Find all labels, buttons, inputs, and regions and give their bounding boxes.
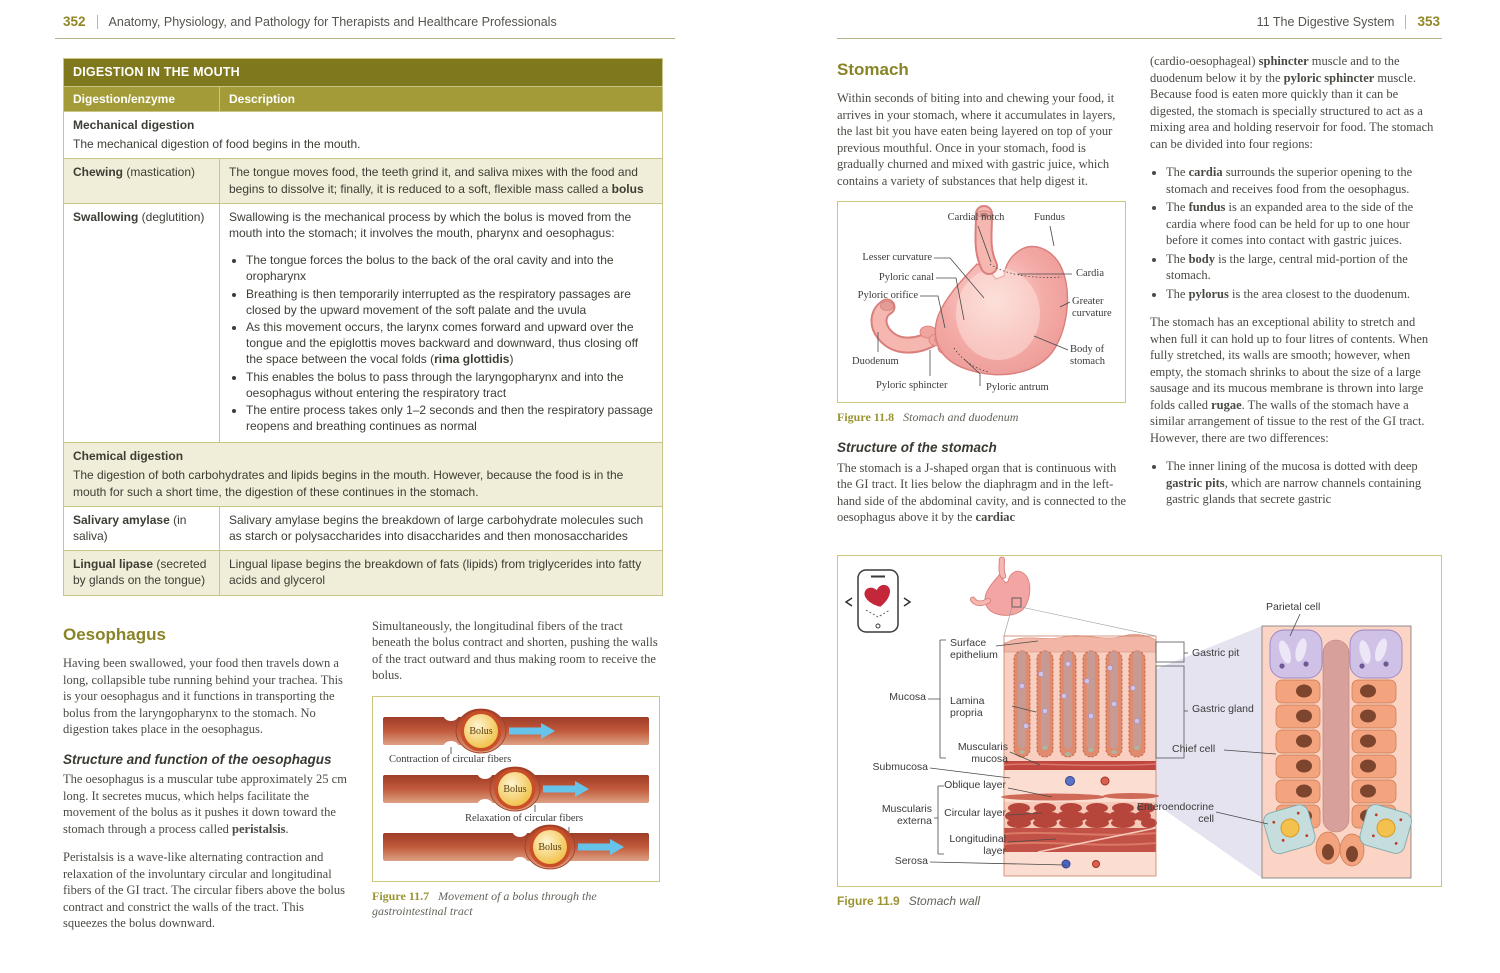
- structure-of-stomach-subheading: Structure of the stomach: [837, 440, 997, 456]
- bolus-label-2: Bolus: [503, 783, 527, 795]
- fig9-label-longitudinal-layer: Longitudinal layer: [949, 833, 1006, 857]
- figure-number: Figure 11.7: [372, 888, 430, 903]
- figure-11-7-caption: [372, 889, 660, 920]
- fig8-label-pyloric-antrum: Pyloric antrum: [986, 382, 1049, 394]
- left-page-columns: [55, 618, 675, 944]
- oesophagus-para-4: Simultaneously, the longitudinal fibers of the tract beneath the bolus contract and shorten, pushing the walls of the tract outward and thus making room to receive the bolus.: [372, 618, 658, 683]
- fig8-label-body-of-stomach: Body of stomach: [1070, 344, 1105, 368]
- stomach-para-2: The stomach is a J-shaped organ that is continuous with the GI tract. It lies below the diaphragm and in the left-hand side of the abdominal cavity, and is connected to the oesophagus above it by the cardiac: [837, 460, 1127, 525]
- oesophagus-column: [63, 618, 350, 944]
- page-right-header: [837, 0, 1442, 39]
- digestion-table: [63, 58, 663, 596]
- table-row: [64, 551, 663, 595]
- page-left-header: [55, 0, 675, 39]
- table-row: [64, 112, 663, 159]
- table-col-enzyme: Digestion/enzyme: [64, 86, 220, 111]
- fig8-label-cardia: Cardia: [1076, 268, 1104, 280]
- table-row: [64, 443, 663, 507]
- stomach-wall-cross-section: [1001, 634, 1159, 876]
- amylase-description: Salivary amylase begins the breakdown of large carbohydrate molecules such as starch or polysaccharides into disaccharides and then monosaccharides: [220, 506, 663, 550]
- chewing-description: The tongue moves food, the teeth grind it, and saliva mixes with the food and begins to dissolve it; finally, it is reduced to a soft, flexible mass called a bolus: [220, 159, 663, 203]
- oesophagus-subheading: Structure and function of the oesophagus: [63, 751, 332, 767]
- fig9-label-lamina-propria: Lamina propria: [950, 695, 985, 719]
- fig9-label-submucosa: Submucosa: [872, 761, 928, 773]
- fig8-label-pyloric-sphincter: Pyloric sphincter: [876, 380, 948, 392]
- table-title: DIGESTION IN THE MOUTH: [64, 59, 663, 87]
- bullet-item: • As this movement occurs, the larynx comes forward and upward over the tongue and the epiglottis moves backward and downward, thus closing off the space between the vocal folds (rima glottidis): [246, 319, 653, 368]
- figure-11-7: [372, 696, 660, 882]
- stomach-differences-list: [1150, 458, 1437, 508]
- fig9-label-muscularis-externa: Muscularis externa: [881, 803, 932, 827]
- bullet-item: • The pylorus is the area closest to the duodenum.: [1166, 286, 1437, 303]
- stomach-para-4: The stomach has an exceptional ability to stretch and when full it can hold up to four litres of contents. When fully stretched, its walls are smooth; however, when empty, the stomach shrinks to about the size of a large sausage and its mucous membrane is thrown into large folds called rugae. The walls of the stomach have a similar arrangement of tissue to the rest of the GI tract. However, there are two differences:: [1150, 315, 1429, 445]
- amylase-term: Salivary amylase (in saliva): [64, 506, 220, 550]
- fig8-label-pyloric-orifice: Pyloric orifice: [857, 290, 918, 302]
- bullet-item: • Breathing is then temporarily interrupted as the respiratory passages are closed by the upward movement of the soft palate and the uvula: [246, 286, 653, 318]
- table-row: [64, 159, 663, 203]
- bolus-label-3: Bolus: [538, 841, 562, 853]
- fig8-label-greater-curvature: Greater curvature: [1072, 296, 1112, 320]
- gastric-gland-enlarged-view: [1261, 626, 1413, 878]
- stomach-continuation-column: [1150, 53, 1437, 547]
- bullet-item: • The cardia surrounds the superior opening to the stomach and receives food from the oesophagus.: [1166, 164, 1437, 197]
- bullet-item: • This enables the bolus to pass through the laryngopharynx and into the oesophagus without entering the respiratory tract: [246, 369, 653, 401]
- page-number-right: 353: [1417, 14, 1440, 29]
- bullet-item: • The body is the large, central mid-portion of the stomach.: [1166, 251, 1437, 284]
- fig9-label-parietal-cell: Parietal cell: [1266, 601, 1321, 613]
- fig9-label-oblique-layer: Oblique layer: [944, 779, 1006, 791]
- bullet-item: • The entire process takes only 1–2 seconds and then the respiratory passage reopens and breathing continues as normal: [246, 402, 653, 434]
- stomach-para-3: (cardio-oesophageal) sphincter muscle and to the duodenum below it by the pyloric sphincter muscle. Because food is eaten more quickly than it can be digested, the stomach is specially structured to act as a mixing area and holding reservoir for food. The stomach can be divided into four regions:: [1150, 54, 1434, 151]
- fig9-label-chief-cell: Chief cell: [1172, 743, 1216, 755]
- figure-number: Figure 11.9: [837, 894, 900, 908]
- page-left: [55, 0, 675, 944]
- fig7-label-relaxation: Relaxation of circular fibers: [465, 812, 584, 824]
- fig8-label-fundus: Fundus: [1034, 212, 1065, 224]
- oesophagus-para-3: Peristalsis is a wave-like alternating contraction and relaxation of the involuntary circular and longitudinal fibers of the GI tract. The circular fibers above the bolus contract and constrict the walls of the tract. This squeezes the bolus downward.: [63, 850, 345, 931]
- ar-phone-icon: [846, 570, 910, 632]
- stomach-wall-illustration: [838, 556, 1441, 886]
- fig8-label-duodenum: Duodenum: [852, 356, 899, 368]
- chewing-term: Chewing (mastication): [64, 159, 220, 203]
- stomach-heading: Stomach: [837, 60, 909, 79]
- fig8-label-cardial-notch: Cardial notch: [947, 212, 1005, 224]
- table-row: [64, 506, 663, 550]
- figure-number: Figure 11.8: [837, 410, 895, 425]
- bolus-label-1: Bolus: [469, 725, 493, 737]
- bullet-item: • The fundus is an expanded area to the side of the cardia where food can be held for up to one hour before it comes into contact with gastric juices.: [1166, 199, 1437, 249]
- swallowing-bullet-list: [229, 252, 653, 434]
- running-title-right: 11 The Digestive System: [1256, 14, 1395, 29]
- running-title-left: Anatomy, Physiology, and Pathology for Therapists and Healthcare Professionals: [108, 14, 557, 29]
- page-number-left: 352: [63, 14, 86, 29]
- swallowing-intro: Swallowing is the mechanical process by which the bolus is moved from the mouth into the stomach; it involves the mouth, pharynx and oesophagus:: [229, 209, 632, 240]
- oesophagus-para-2: The oesophagus is a muscular tube approximately 25 cm long. It secretes mucus, which helps facilitate the movement of the bolus as it pushes it down toward the stomach through a process called peristalsis.: [63, 772, 347, 836]
- mechanical-digestion-text: The mechanical digestion of food begins in the mouth.: [73, 137, 361, 152]
- lipase-description: Lingual lipase begins the breakdown of fats (lipids) from triglycerides into fatty acids and glycerol: [220, 551, 663, 595]
- caption-text: Movement of a bolus through the gastrointestinal tract: [372, 888, 597, 919]
- figure-11-8: [837, 201, 1126, 403]
- table-col-description: Description: [220, 86, 663, 111]
- fig9-label-mucosa: Mucosa: [889, 691, 926, 703]
- fig9-label-circular-layer: Circular layer: [944, 807, 1006, 819]
- figure-11-8-caption: [837, 410, 1128, 426]
- figure-11-9: [837, 555, 1442, 887]
- fig9-label-muscularis-mucosa: Muscularis mucosa: [957, 741, 1008, 765]
- fig9-label-serosa: Serosa: [894, 855, 928, 867]
- chemical-digestion-text: The digestion of both carbohydrates and lipids begins in the mouth. However, because the food is in the mouth for such a short time, the digestion of these continues in the stomach.: [73, 468, 624, 499]
- mechanical-digestion-heading: Mechanical digestion: [73, 118, 195, 133]
- page-right: [837, 0, 1442, 910]
- figure-11-9-caption: [837, 894, 1442, 910]
- fig8-label-pyloric-canal: Pyloric canal: [878, 272, 934, 284]
- bullet-item: • The inner lining of the mucosa is dotted with deep gastric pits, which are narrow channels containing gastric glands that secrete gastric: [1166, 458, 1437, 508]
- header-divider: [97, 15, 98, 29]
- bullet-item: • The tongue forces the bolus to the back of the oral cavity and into the oropharynx: [246, 252, 653, 284]
- stomach-locator-icon: [973, 560, 1156, 636]
- caption-text: Stomach wall: [908, 894, 981, 908]
- fig7-label-contraction: Contraction of circular fibers: [389, 753, 512, 765]
- oesophagus-para-1: Having been swallowed, your food then travels down a long, collapsible tube running behind your trachea. This is your oesophagus and it functions in transporting the bolus from the laryngopharynx to the stomach. No digestion takes place in the oesophagus.: [63, 656, 343, 736]
- stomach-para-1: Within seconds of biting into and chewing your food, it arrives in your stomach, where it accumulates in layers, the last bit you have eaten being layered on top of your previous mouthful. Once in your stomach, food is gradually churned and mixed with gastric juice, which contains a variety of substances that help digest it.: [837, 91, 1116, 188]
- right-page-columns: [837, 53, 1442, 547]
- fig9-label-gastric-gland: Gastric gland: [1192, 703, 1254, 715]
- header-divider: [1405, 15, 1406, 29]
- fig9-label-enteroendocrine-cell: Enteroendocrine cell: [1136, 801, 1214, 825]
- stomach-regions-list: [1150, 164, 1437, 302]
- fig9-label-gastric-pit: Gastric pit: [1192, 647, 1240, 659]
- table-row: [64, 203, 663, 442]
- caption-text: Stomach and duodenum: [903, 410, 1019, 425]
- fig8-label-lesser-curvature: Lesser curvature: [862, 252, 932, 264]
- fig9-label-surface-epithelium: Surface epithelium: [950, 637, 998, 661]
- oesophagus-heading: Oesophagus: [63, 624, 166, 644]
- lipase-term: Lingual lipase (secreted by glands on the tongue): [64, 551, 220, 595]
- stomach-column: [837, 53, 1128, 547]
- swallowing-term: Swallowing (deglutition): [64, 203, 220, 442]
- figure7-column: [372, 618, 660, 944]
- chemical-digestion-heading: Chemical digestion: [73, 449, 184, 464]
